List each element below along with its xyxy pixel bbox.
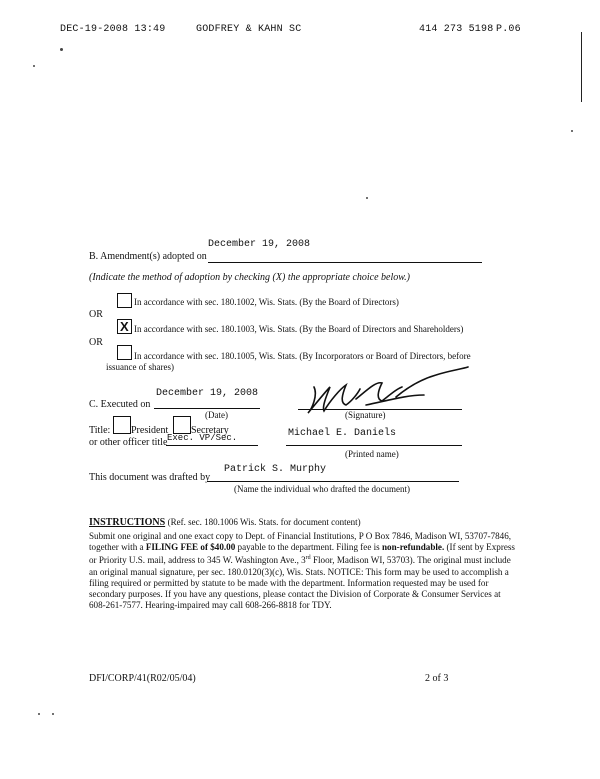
- option-1005-checkbox[interactable]: [117, 345, 132, 360]
- other-title-value: Exec. VP/Sec.: [167, 433, 238, 443]
- instructions-text: (If sent by Express or Priority U.S. mail, address to 345 W. Washington Ave., 3: [89, 542, 515, 566]
- option-1003-checkbox[interactable]: [117, 319, 132, 334]
- adoption-instruction: (Indicate the method of adoption by checking (X) the appropriate choice below.): [89, 272, 411, 283]
- scan-speck: [571, 130, 573, 132]
- drafted-label: This document was drafted by: [89, 472, 211, 483]
- fax-phone: 414 273 5198: [419, 24, 494, 35]
- other-title-label: or other officer title: [89, 437, 168, 448]
- printed-name-line: [286, 445, 462, 446]
- non-refundable: non-refundable.: [382, 542, 445, 553]
- option-1005-label: In accordance with sec. 180.1005, Wis. Stats. (By Incorporators or Board of Directors, before: [134, 351, 471, 361]
- president-checkbox[interactable]: [113, 416, 131, 434]
- option-1002-checkbox[interactable]: [117, 293, 132, 308]
- form-id: DFI/CORP/41(R02/05/04): [89, 673, 196, 684]
- other-title-line: [166, 445, 258, 446]
- fax-page: P.06: [496, 24, 521, 35]
- option-1002-label: In accordance with sec. 180.1002, Wis. Stats. (By the Board of Directors): [134, 297, 399, 307]
- fax-sender: GODFREY & KAHN SC: [196, 24, 302, 35]
- option-1003-label: In accordance with sec. 180.1003, Wis. Stats. (By the Board of Directors and Shareholders): [134, 324, 464, 334]
- title-label: Title:: [89, 425, 111, 436]
- president-label: President: [131, 425, 169, 436]
- check-mark: X: [120, 319, 129, 334]
- scan-speck: [33, 65, 35, 67]
- secretary-checkbox[interactable]: [173, 416, 191, 434]
- option-1005-label-cont: issuance of shares): [106, 362, 174, 372]
- date-caption: (Date): [205, 410, 228, 420]
- instructions-heading: INSTRUCTIONS: [89, 517, 166, 528]
- superscript: rd: [305, 555, 311, 562]
- or-label-1: OR: [89, 309, 103, 320]
- fax-date-time: DEC-19-2008 13:49: [60, 24, 166, 35]
- filing-fee: FILING FEE of $40.00: [145, 542, 236, 553]
- scan-speck: [38, 713, 40, 715]
- amendment-date-line: [208, 262, 482, 263]
- scan-speck: [52, 713, 54, 715]
- instructions-heading-row: [89, 517, 361, 528]
- instructions-ref: (Ref. sec. 180.1006 Wis. Stats. for document content): [167, 517, 361, 527]
- signature-caption: (Signature): [345, 410, 386, 420]
- amendment-date: December 19, 2008: [208, 239, 311, 250]
- page-number: 2 of 3: [425, 673, 449, 684]
- drafter-name: Patrick S. Murphy: [224, 464, 327, 475]
- drafter-line: [207, 481, 459, 482]
- executed-date: December 19, 2008: [156, 388, 259, 399]
- scan-speck: [366, 197, 368, 199]
- scan-edge-line: [581, 32, 582, 102]
- executed-date-line: [154, 408, 260, 409]
- instructions-text: payable to the department. Filing fee is: [235, 542, 382, 553]
- or-label-2: OR: [89, 337, 103, 348]
- instructions-body: [89, 531, 519, 611]
- printed-name: Michael E. Daniels: [288, 428, 397, 439]
- drafter-caption: (Name the individual who drafted the document): [234, 484, 410, 494]
- instructions-text: Submit one original and one exact copy to Dept. of Financial Institutions, P O Box 7846, Madison WI, 53707-7846, together with a: [89, 531, 512, 553]
- scan-speck: [60, 48, 63, 51]
- amendment-label: B. Amendment(s) adopted on: [89, 251, 207, 262]
- instructions-text: Floor, Madison WI, 53703). The original must include an original manual signature, per sec. 180.0120(3)(c), Wis. Stats. NOTICE: This form may be used to accomplish a filing required or permitted by statute to be made with the department. Information requested may be used for secondary purposes. If you have any questions, please contact the Division of Corporate & Consumer Services at 608-261-7577. Hearing-impaired may call 608-266-8818 for TDY.: [89, 555, 511, 611]
- printed-name-caption: (Printed name): [345, 449, 399, 459]
- executed-label: C. Executed on: [89, 399, 151, 410]
- secretary-label: Secretary: [191, 425, 229, 436]
